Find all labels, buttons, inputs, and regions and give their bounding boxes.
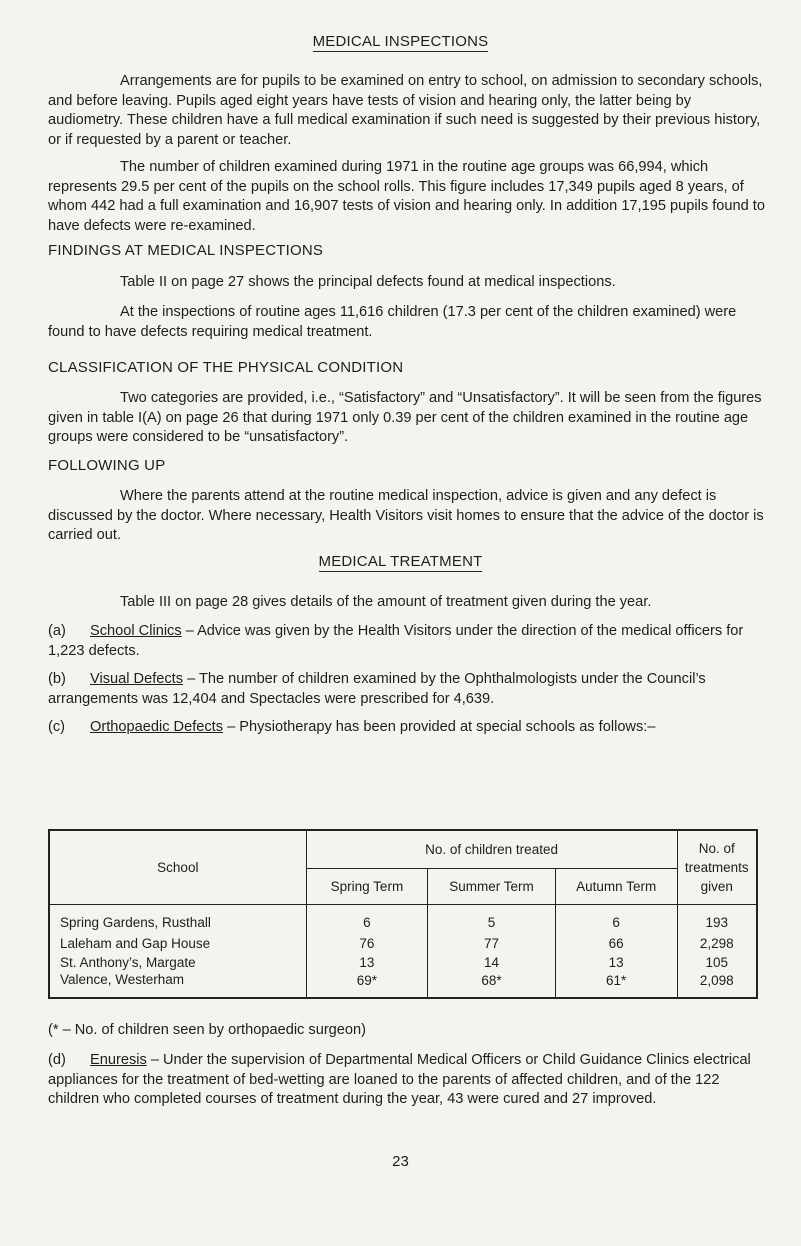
header-summer-term: Summer Term: [428, 868, 556, 904]
item-visual-defects: (b) Visual Defects – The number of children examined by the Ophthalmologists under the Council’s arrangements was 12,404 and Spectacles were prescribed for 4,639.: [48, 671, 706, 707]
cell-spring: 76: [306, 934, 428, 953]
table-row: [49, 972, 757, 998]
page-number: 23: [392, 1153, 409, 1170]
item-orthopaedic-defects: (c) Orthopaedic Defects – Physiotherapy has been provided at special schools as follows:–: [48, 719, 656, 735]
heading-medical-treatment: MEDICAL TREATMENT: [318, 553, 483, 570]
table-row: [49, 934, 757, 953]
cell-autumn: 66: [555, 934, 677, 953]
cell-summer: 68*: [428, 972, 556, 998]
cell-spring: 13: [306, 953, 428, 972]
heading-following-up: FOLLOWING UP: [48, 457, 166, 474]
paragraph-table-ii: Table II on page 27 shows the principal defects found at medical inspections.: [120, 274, 616, 290]
paragraph-routine-ages: At the inspections of routine ages 11,616 children (17.3 per cent of the children examined) were found to have defects requiring medical treatment.: [48, 304, 737, 340]
cell-autumn: 61*: [555, 972, 677, 998]
header-school: School: [49, 830, 306, 904]
header-autumn-term: Autumn Term: [555, 868, 677, 904]
paragraph-table-iii: Table III on page 28 gives details of the amount of treatment given during the year.: [120, 594, 652, 610]
orthopaedic-table: [48, 829, 758, 999]
cell-treatments: 2,098: [677, 972, 757, 998]
cell-summer: 77: [428, 934, 556, 953]
cell-school: Valence, Westerham: [49, 972, 306, 998]
paragraph-categories: Two categories are provided, i.e., “Satisfactory” and “Unsatisfactory”. It will be seen from the figures given in table I(A) on page 26 that during 1971 only 0.39 per cent of the children examined in the routine age groups were considered to be “unsatisfactory”.: [48, 390, 762, 445]
heading-findings: FINDINGS AT MEDICAL INSPECTIONS: [48, 242, 324, 259]
cell-school: Spring Gardens, Rusthall: [49, 904, 306, 934]
header-treatments-given: No. of treatments given: [677, 830, 757, 904]
cell-school: Laleham and Gap House: [49, 934, 306, 953]
cell-autumn: 13: [555, 953, 677, 972]
paragraph-number-examined: The number of children examined during 1971 in the routine age groups was 66,994, which represents 29.5 per cent of the pupils on the school rolls. This figure includes 17,349 pupils aged 8 years, of whom 442 had a full examination and 16,907 tests of vision and hearing only. In addition 17,195 pupils found to have defects were re-examined.: [48, 159, 765, 234]
table-row: [49, 904, 757, 934]
cell-treatments: 105: [677, 953, 757, 972]
table-footnote: (* – No. of children seen by orthopaedic surgeon): [48, 1022, 367, 1038]
cell-summer: 14: [428, 953, 556, 972]
cell-spring: 69*: [306, 972, 428, 998]
header-children-treated: No. of children treated: [306, 830, 677, 868]
item-enuresis: (d) Enuresis – Under the supervision of Departmental Medical Officers or Child Guidance Clinics electrical appliances for the treatment of bed-wetting are loaned to the parents of affected children, and of the 122 children who completed courses of treatment during the year, 43 were cured and 27 improved.: [48, 1052, 751, 1107]
table-row: [49, 953, 757, 972]
cell-summer: 5: [428, 904, 556, 934]
cell-treatments: 2,298: [677, 934, 757, 953]
cell-treatments: 193: [677, 904, 757, 934]
heading-classification: CLASSIFICATION OF THE PHYSICAL CONDITION: [48, 359, 404, 376]
header-spring-term: Spring Term: [306, 868, 428, 904]
paragraph-arrangements: Arrangements are for pupils to be examined on entry to school, on admission to secondary schools, and before leaving. Pupils aged eight years have tests of vision and hearing only, the latter being by audiometry. These children have a full medical examination if such need is suggested by their previous history, or if requested by a parent or teacher.: [48, 73, 763, 148]
heading-medical-inspections: MEDICAL INSPECTIONS: [312, 33, 489, 50]
cell-autumn: 6: [555, 904, 677, 934]
item-school-clinics: (a) School Clinics – Advice was given by the Health Visitors under the direction of the medical officers for 1,223 defects.: [48, 623, 744, 659]
cell-spring: 6: [306, 904, 428, 934]
cell-school: St. Anthony’s, Margate: [49, 953, 306, 972]
paragraph-following-up: Where the parents attend at the routine medical inspection, advice is given and any defect is discussed by the doctor. Where necessary, Health Visitors visit homes to ensure that the advice of the doctor is carried out.: [48, 488, 764, 543]
